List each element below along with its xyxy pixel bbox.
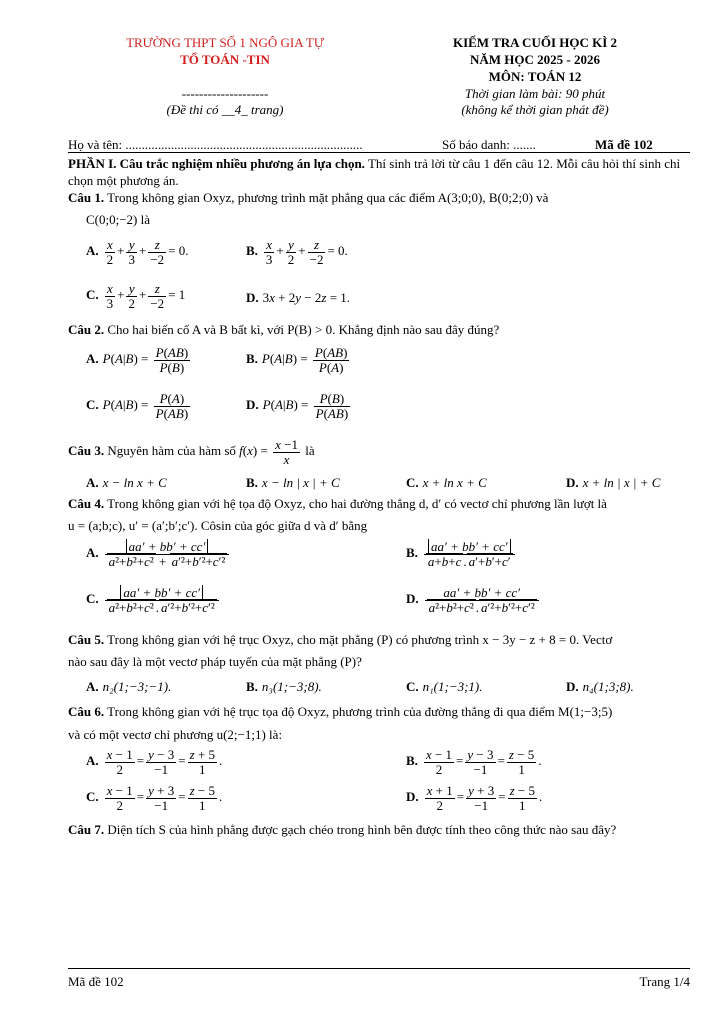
question-body: Diện tích S của hình phẳng được gạch chéo trong hình bên được tính theo công thức nào sau đây? (107, 822, 617, 837)
q1-option-d[interactable]: D. 3x + 2y − 2z = 1. (246, 290, 351, 305)
header-rule (68, 152, 690, 153)
question-body-end: là (305, 443, 315, 459)
question-5-text (68, 632, 690, 648)
q4-option-a[interactable]: A. $\frac{aa' + bb' + cc'}{\text{a²+b²+c² + a′²+b′²+c′²}}$ (86, 540, 231, 568)
q3-option-a[interactable]: A. x − ln x + C (86, 475, 167, 490)
student-id-field: Số báo danh: ....... (442, 137, 536, 152)
q1-option-c[interactable]: C. $\frac{x}{3}$ + $\frac{y}{2}$ + $\frac{z}{-2}$ = 1 (86, 281, 186, 311)
question-6-text (68, 704, 690, 720)
question-body: Trong không gian với hệ trục Oxyz, cho mặt phẳng (P) có phương trình x − 3y − z + 8 = 0. Vectơ (107, 632, 613, 647)
question-label: Câu 1. (68, 190, 105, 205)
question-label: Câu 5. (68, 632, 105, 647)
q5-option-c[interactable]: C. n₁(1;−3;1). (406, 679, 483, 694)
footer-page-number: Trang 1/4 (639, 974, 690, 989)
question-3-text: Câu 3. Nguyên hàm của hàm số f(x) = $\frac{x -1}{x}$ là (68, 437, 315, 467)
exam-code: Mã đề 102 (595, 137, 653, 152)
student-name-field: Họ và tên: ......................................................................... (68, 137, 363, 152)
q2-option-b[interactable]: B. P(A|B) = $\frac{P(AB)}{P(A)}$ (246, 345, 348, 375)
q1-option-b[interactable]: B. $\frac{x}{3}$ + $\frac{y}{2}$ + $\frac{z}{-2}$ = 0. (246, 237, 348, 267)
q3-option-b[interactable]: B. x − ln | x | + C (246, 475, 340, 490)
q5-option-d[interactable]: D. n₄(1;3;8). (566, 679, 634, 694)
question-6-text-cont: và có một vectơ chỉ phương u(2;−1;1) là: (68, 727, 283, 742)
pages-note: (Đề thi có __4_ trang) (166, 102, 284, 117)
part1-instructions: Thí sinh trả lời từ câu 1 đến câu 12. Mỗi câu hỏi thí sinh chỉ chọn một phương án. (68, 156, 681, 188)
part1-title: PHẦN I. Câu trắc nghiệm nhiều phương án lựa chọn. (68, 156, 365, 171)
subject: MÔN: TOÁN 12 (488, 69, 582, 84)
footer-rule (68, 968, 690, 969)
question-body: Cho hai biến cố A và B bất kì, với P(B) > 0. Khẳng định nào sau đây đúng? (107, 322, 500, 337)
question-1-text-cont: C(0;0;−2) là (86, 212, 151, 227)
question-body: Nguyên hàm của hàm số (107, 443, 236, 459)
question-label: Câu 3. (68, 443, 105, 459)
question-label: Câu 7. (68, 822, 105, 837)
part1-heading (68, 155, 690, 189)
q2-option-d[interactable]: D. P(A|B) = $\frac{P(B)}{P(AB)}$ (246, 391, 349, 421)
q4-option-c[interactable]: C. $\frac{aa' + bb' + cc'}{\text{a²+b²+c² . a′²+b′²+c′²}}$ (86, 586, 221, 614)
q6-option-b[interactable]: B. $\frac{x - 1}{2}$ = $\frac{y - 3}{-1}$ = $\frac{z - 5}{1}$ . (406, 747, 542, 777)
footer-exam-code: Mã đề 102 (68, 974, 124, 989)
question-4-text-cont: u = (a;b;c), u′ = (a′;b′;c′). Côsin của góc giữa d và d′ bằng (68, 518, 368, 533)
question-2-text (68, 322, 690, 338)
q1-option-a[interactable]: A. $\frac{x}{2}$ + $\frac{y}{3}$ + $\frac{z}{-2}$ = 0. (86, 237, 189, 267)
question-1-text (68, 190, 690, 206)
department: TỔ TOÁN -TIN (180, 52, 270, 67)
question-label: Câu 2. (68, 322, 105, 337)
time-limit: Thời gian làm bài: 90 phút (464, 86, 606, 101)
q2-option-c[interactable]: C. P(A|B) = $\frac{P(A)}{P(AB)}$ (86, 391, 189, 421)
q2-option-a[interactable]: A. P(A|B) = $\frac{P(AB)}{P(B)}$ (86, 345, 189, 375)
question-body: Trong không gian Oxyz, phương trình mặt phẳng qua các điểm A(3;0;0), B(0;2;0) và (107, 190, 549, 205)
q6-option-d[interactable]: D. $\frac{x + 1}{2}$ = $\frac{y + 3}{-1}$ = $\frac{z - 5}{1}$ . (406, 783, 543, 813)
divider-dashes: -------------------- (181, 86, 269, 101)
question-7-text (68, 822, 708, 838)
q5-option-b[interactable]: B. n₃(1;−3;8). (246, 679, 322, 694)
question-4-text (68, 496, 690, 512)
question-label: Câu 4. (68, 496, 105, 511)
question-label: Câu 6. (68, 704, 105, 719)
q4-option-d[interactable]: D. $\frac{aa' + bb' + cc'}{\text{a²+b²+c² . a′²+b′²+c′²}}$ (406, 586, 541, 614)
q4-option-b[interactable]: B. $\frac{aa' + bb' + cc'}{a+b+c . a'+b'+c'}$ (406, 540, 517, 568)
time-note: (không kể thời gian phát đề) (461, 102, 609, 117)
q5-option-a[interactable]: A. n₂(1;−3;−1). (86, 679, 172, 694)
exam-title: KIỂM TRA CUỐI HỌC KÌ 2 (452, 35, 618, 50)
q3-option-c[interactable]: C. x + ln x + C (406, 475, 487, 490)
question-body: Trong không gian với hệ trục tọa độ Oxyz, phương trình của đường thẳng đi qua điểm M(1;−3;5) (107, 704, 613, 719)
question-5-text-cont: nào sau đây là một vectơ pháp tuyến của mặt phẳng (P)? (68, 654, 362, 669)
school-name: TRƯỜNG THPT SỐ 1 NGÔ GIA TỰ (126, 35, 324, 50)
school-year: NĂM HỌC 2025 - 2026 (470, 52, 600, 67)
q6-option-a[interactable]: A. $\frac{x - 1}{2}$ = $\frac{y - 3}{-1}$ = $\frac{z + 5}{1}$ . (86, 747, 223, 777)
q6-option-c[interactable]: C. $\frac{x - 1}{2}$ = $\frac{y + 3}{-1}$ = $\frac{z - 5}{1}$ . (86, 783, 223, 813)
q3-option-d[interactable]: D. x + ln | x | + C (566, 475, 661, 490)
question-body: Trong không gian với hệ tọa độ Oxyz, cho hai đường thẳng d, d′ có vectơ chỉ phương lần lượt là (107, 496, 607, 511)
